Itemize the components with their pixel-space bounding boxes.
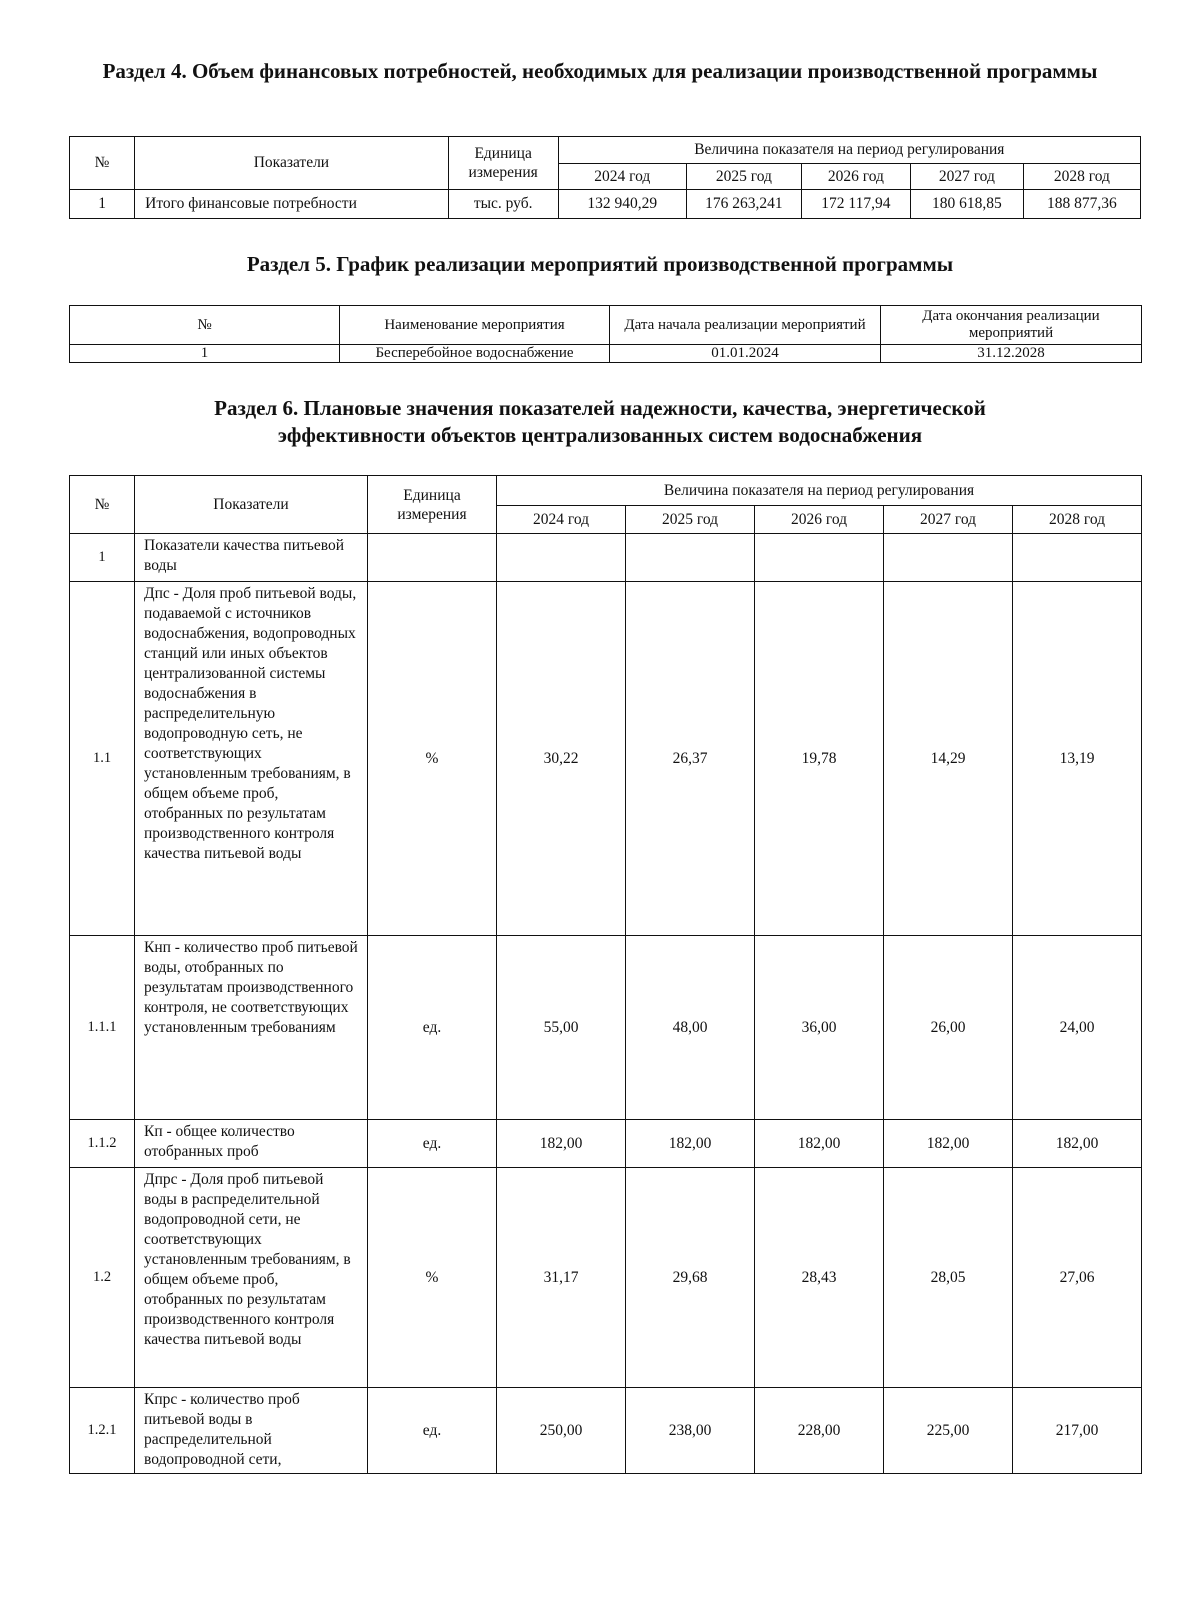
row-value: 28,05 xyxy=(884,1168,1013,1388)
row-value: 14,29 xyxy=(884,582,1013,936)
row-value xyxy=(884,534,1013,582)
row-value: 13,19 xyxy=(1013,582,1142,936)
row-value: 27,06 xyxy=(1013,1168,1142,1388)
header-indicator: Показатели xyxy=(135,137,449,190)
row-name: Кнп - количество проб питьевой воды, отобранных по результатам производственного контроля, не соответствующих установленным требованиям xyxy=(135,936,368,1120)
section4-title: Раздел 4. Объем финансовых потребностей, необходимых для реализации производственной программы xyxy=(102,59,1098,83)
row-value: 36,00 xyxy=(755,936,884,1120)
row-value: 182,00 xyxy=(497,1120,626,1168)
row-no: 1.1 xyxy=(70,582,135,936)
table-row xyxy=(70,582,1142,936)
row-value: 176 263,241 xyxy=(686,190,801,219)
header-unit: Единица измерения xyxy=(368,476,497,534)
header-measure-name: Наименование мероприятия xyxy=(340,306,610,345)
row-value: 182,00 xyxy=(626,1120,755,1168)
row-no: 1 xyxy=(70,534,135,582)
header-year: 2024 год xyxy=(497,506,626,534)
row-unit: тыс. руб. xyxy=(448,190,558,219)
header-indicator: Показатели xyxy=(135,476,368,534)
row-no: 1.1.1 xyxy=(70,936,135,1120)
row-value: 132 940,29 xyxy=(558,190,686,219)
row-value: 29,68 xyxy=(626,1168,755,1388)
row-value: 30,22 xyxy=(497,582,626,936)
header-start-date: Дата начала реализации мероприятий xyxy=(610,306,881,345)
row-no: 1 xyxy=(70,345,340,363)
financial-needs-table xyxy=(69,136,1141,219)
row-value: 172 117,94 xyxy=(801,190,910,219)
row-value: 180 618,85 xyxy=(910,190,1023,219)
section6-title xyxy=(60,395,1140,449)
header-year: 2028 год xyxy=(1023,164,1140,190)
row-value: 182,00 xyxy=(1013,1120,1142,1168)
row-no: 1 xyxy=(70,190,135,219)
section6-title-line1: Раздел 6. Плановые значения показателей надежности, качества, энергетической xyxy=(214,396,986,420)
row-value: 217,00 xyxy=(1013,1388,1142,1474)
row-name: Кпрс - количество проб питьевой воды в распределительной водопроводной сети, xyxy=(135,1388,368,1474)
row-value: 250,00 xyxy=(497,1388,626,1474)
header-no: № xyxy=(70,306,340,345)
indicators-table xyxy=(69,475,1142,1474)
row-value: 26,37 xyxy=(626,582,755,936)
row-unit: ед. xyxy=(368,1120,497,1168)
row-no: 1.1.2 xyxy=(70,1120,135,1168)
row-start-date: 01.01.2024 xyxy=(610,345,881,363)
header-year: 2026 год xyxy=(801,164,910,190)
row-name: Кп - общее количество отобранных проб xyxy=(135,1120,368,1168)
row-value xyxy=(626,534,755,582)
table-row xyxy=(70,345,1142,363)
row-value: 225,00 xyxy=(884,1388,1013,1474)
section6-title-line2: эффективности объектов централизованных систем водоснабжения xyxy=(277,423,923,447)
header-period: Величина показателя на период регулирования xyxy=(497,476,1142,506)
row-value xyxy=(1013,534,1142,582)
header-period: Величина показателя на период регулирования xyxy=(558,137,1140,164)
row-value: 182,00 xyxy=(884,1120,1013,1168)
row-value: 228,00 xyxy=(755,1388,884,1474)
row-value xyxy=(755,534,884,582)
row-unit: ед. xyxy=(368,936,497,1120)
row-end-date: 31.12.2028 xyxy=(881,345,1142,363)
row-value: 28,43 xyxy=(755,1168,884,1388)
table-row xyxy=(70,1168,1142,1388)
header-end-date: Дата окончания реализации мероприятий xyxy=(881,306,1142,345)
row-value: 238,00 xyxy=(626,1388,755,1474)
row-unit: % xyxy=(368,582,497,936)
header-no: № xyxy=(70,137,135,190)
table-row xyxy=(70,534,1142,582)
table-row xyxy=(70,1120,1142,1168)
header-year: 2027 год xyxy=(910,164,1023,190)
row-value: 55,00 xyxy=(497,936,626,1120)
section5-title: Раздел 5. График реализации мероприятий производственной программы xyxy=(246,252,954,276)
row-name: Бесперебойное водоснабжение xyxy=(340,345,610,363)
row-name: Дпрс - Доля проб питьевой воды в распределительной водопроводной сети, не соответствующих установленным требованиям, в общем объеме проб, отобранных по результатам производственного контроля качества питьевой воды xyxy=(135,1168,368,1388)
row-name: Итого финансовые потребности xyxy=(135,190,449,219)
row-value: 31,17 xyxy=(497,1168,626,1388)
header-year: 2024 год xyxy=(558,164,686,190)
row-value: 26,00 xyxy=(884,936,1013,1120)
row-value: 24,00 xyxy=(1013,936,1142,1120)
table-row xyxy=(70,1388,1142,1474)
row-value: 182,00 xyxy=(755,1120,884,1168)
row-unit: % xyxy=(368,1168,497,1388)
schedule-table xyxy=(69,305,1142,363)
row-value: 48,00 xyxy=(626,936,755,1120)
header-unit: Единица измерения xyxy=(448,137,558,190)
row-name: Показатели качества питьевой воды xyxy=(135,534,368,582)
row-unit xyxy=(368,534,497,582)
row-no: 1.2.1 xyxy=(70,1388,135,1474)
row-value: 188 877,36 xyxy=(1023,190,1140,219)
row-value: 19,78 xyxy=(755,582,884,936)
header-year: 2025 год xyxy=(686,164,801,190)
header-no: № xyxy=(70,476,135,534)
header-year: 2028 год xyxy=(1013,506,1142,534)
row-unit: ед. xyxy=(368,1388,497,1474)
header-year: 2026 год xyxy=(755,506,884,534)
header-year: 2025 год xyxy=(626,506,755,534)
header-year: 2027 год xyxy=(884,506,1013,534)
table-row xyxy=(70,936,1142,1120)
row-name: Дпс - Доля проб питьевой воды, подаваемой с источников водоснабжения, водопроводных станций или иных объектов централизованной системы водоснабжения в распределительную водопроводную сеть, не соответствующих установленным требованиям, в общем объеме проб, отобранных по результатам производственного контроля качества питьевой воды xyxy=(135,582,368,936)
row-no: 1.2 xyxy=(70,1168,135,1388)
row-value xyxy=(497,534,626,582)
table-row xyxy=(70,190,1141,219)
